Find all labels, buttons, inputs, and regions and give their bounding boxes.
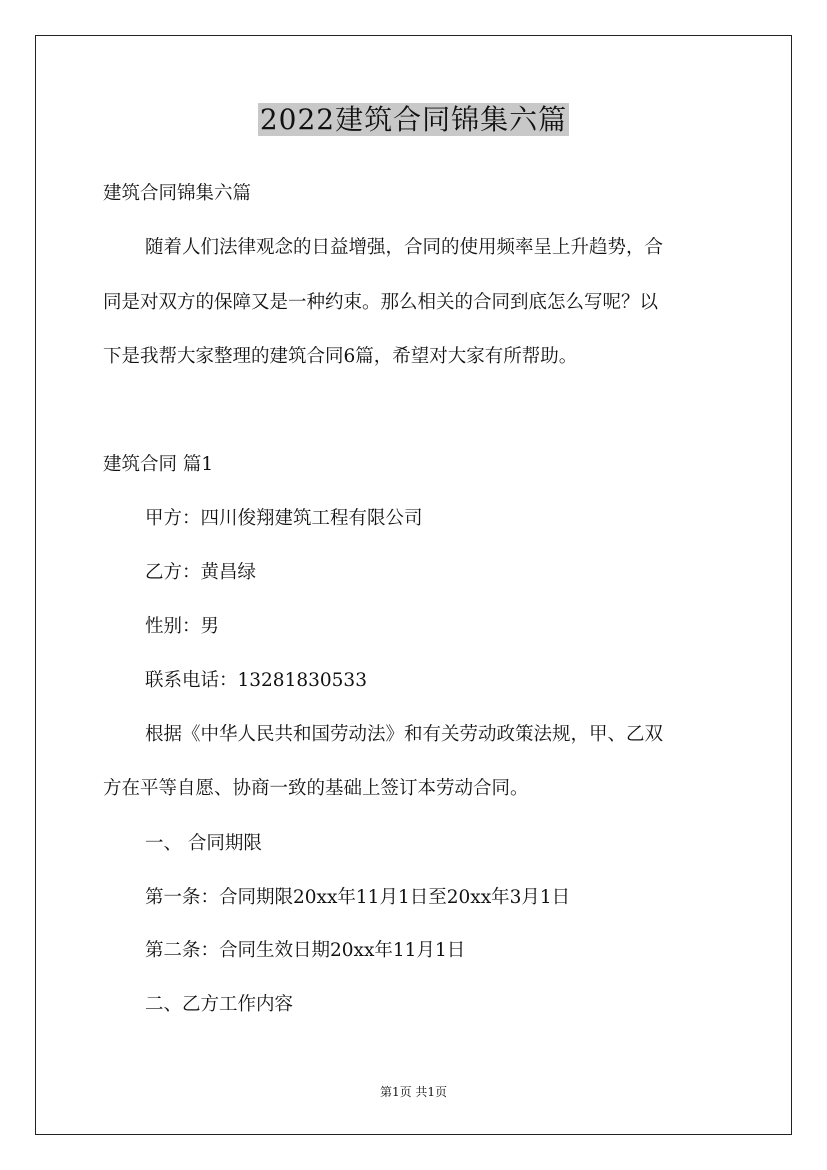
party-b: 乙方：黄昌绿 [145, 562, 257, 583]
page-footer: 第1页 共1页 [379, 1085, 448, 1099]
phone: 联系电话：13281830533 [145, 670, 367, 691]
clause-2-heading: 二、乙方工作内容 [145, 994, 294, 1015]
intro-line-2: 同是对双方的保障又是一种约束。那么相关的合同到底怎么写呢？以 [103, 292, 659, 313]
party-a: 甲方：四川俊翔建筑工程有限公司 [145, 508, 423, 529]
article-2: 第二条：合同生效日期20xx年11月1日 [145, 940, 466, 961]
section-heading: 建筑合同 篇1 [103, 454, 214, 475]
article-1: 第一条：合同期限20xx年11月1日至20xx年3月1日 [145, 887, 571, 908]
basis-line-1: 根据《中华人民共和国劳动法》和有关劳动政策法规，甲、乙双 [145, 724, 664, 745]
gender: 性别：男 [145, 616, 220, 637]
intro-line-1: 随着人们法律观念的日益增强，合同的使用频率呈上升趋势，合 [145, 237, 664, 258]
subtitle: 建筑合同锦集六篇 [103, 183, 252, 204]
basis-line-2: 方在平等自愿、协商一致的基础上签订本劳动合同。 [103, 778, 529, 799]
clause-1-heading: 一、 合同期限 [145, 833, 262, 854]
document-title-block [0, 100, 827, 140]
intro-line-3: 下是我帮大家整理的建筑合同6篇，希望对大家有所帮助。 [103, 346, 578, 367]
document-title: 2022建筑合同锦集六篇 [259, 103, 568, 136]
